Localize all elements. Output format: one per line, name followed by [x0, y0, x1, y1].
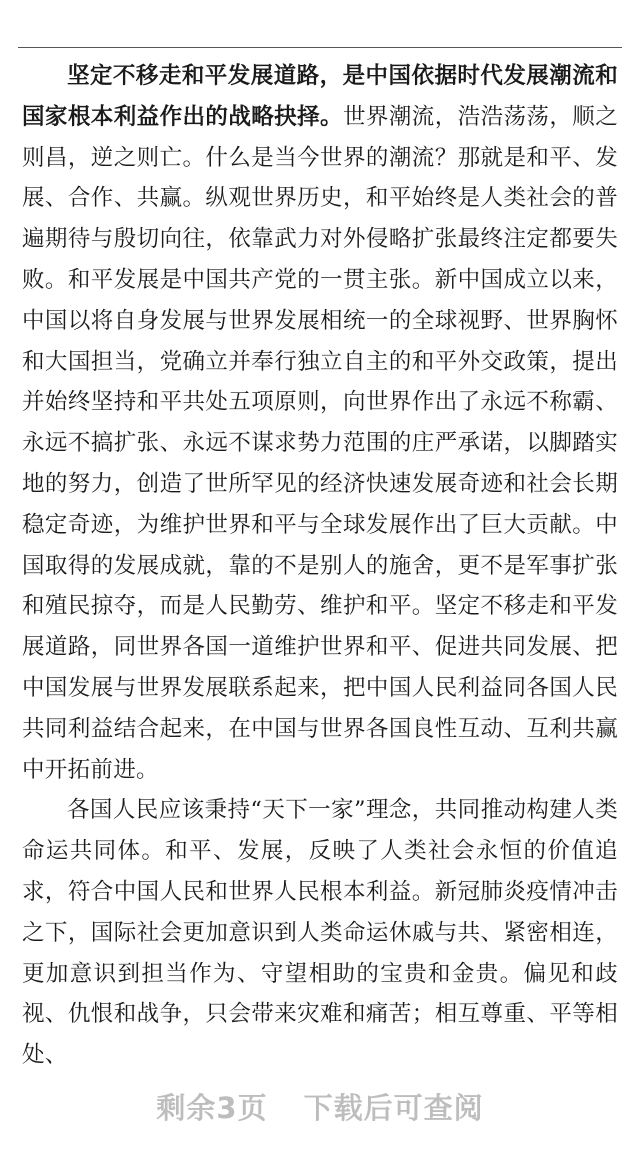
paragraph-1	[22, 56, 618, 790]
paragraph-1-lead: 坚定不移走和平发展道路，是中国依据时代发展潮流和国家根本利益作出的战略抉择。	[22, 63, 618, 130]
header-divider	[18, 47, 622, 48]
article-body	[22, 56, 618, 1076]
download-to-view-label: 下载后可查阅	[303, 1091, 484, 1125]
paragraph-1-text: 世界潮流，浩浩荡荡，顺之则昌，逆之则亡。什么是当今世界的潮流？那就是和平、发展、合作、共赢。纵观世界历史，和平始终是人类社会的普遍期待与殷切向往，依靠武力对外侵略扩张最终注定都要失败。和平发展是中国共产党的一贯主张。新中国成立以来，中国以将自身发展与世界发展相统一的全球视野、世界胸怀和大国担当，党确立并奉行独立自主的和平外交政策，提出并始终坚持和平共处五项原则，向世界作出了永远不称霸、永远不搞扩张、永远不谋求势力范围的庄严承诺，以脚踏实地的努力，创造了世所罕见的经济快速发展奇迹和社会长期稳定奇迹，为维护世界和平与全球发展作出了巨大贡献。中国取得的发展成就，靠的不是别人的施舍，更不是军事扩张和殖民掠夺，而是人民勤劳、维护和平。坚定不移走和平发展道路，同世界各国一道维护世界和平、促进共同发展、把中国发展与世界发展联系起来，把中国人民利益同各国人民共同利益结合起来，在中国与世界各国良性互动、互利共赢中开拓前进。	[22, 103, 619, 783]
paragraph-2-text: 各国人民应该秉持“天下一家”理念，共同推动构建人类命运共同体。和平、发展，反映了人类社会永恒的价值追求，符合中国人民和世界人民根本利益。新冠肺炎疫情冲击之下，国际社会更加意识到人类命运休戚与共、紧密相连，更加意识到担当作为、守望相助的宝贵和金贵。偏见和歧视、仇恨和战争，只会带来灾难和痛苦；相互尊重、平等相处、	[22, 797, 618, 1069]
remaining-pages-label: 剩余3页	[156, 1091, 268, 1125]
paragraph-2	[22, 790, 618, 1076]
download-banner[interactable]	[0, 1086, 640, 1127]
